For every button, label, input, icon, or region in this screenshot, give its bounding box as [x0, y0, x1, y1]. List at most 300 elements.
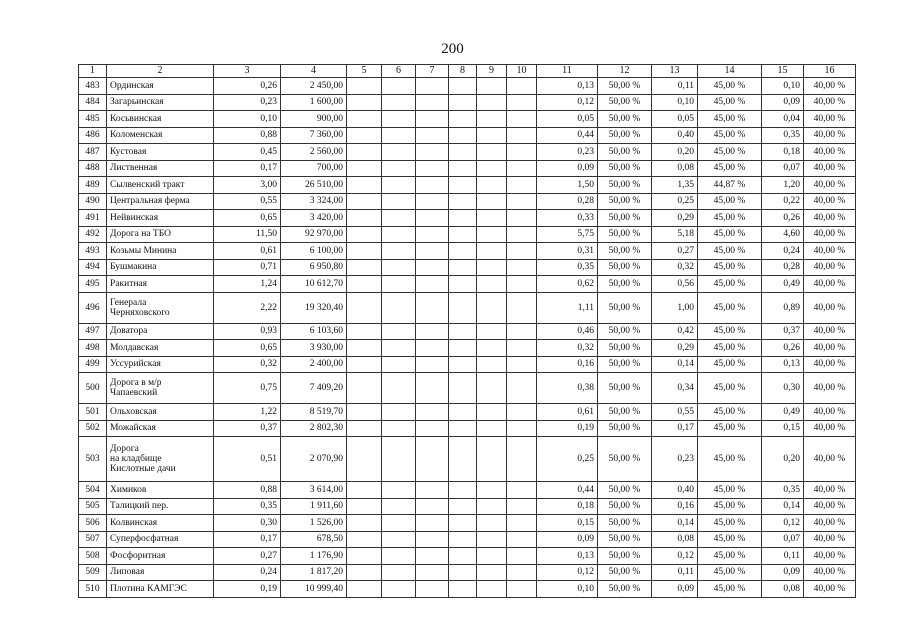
cell-c13: 0,29	[652, 340, 698, 357]
cell-empty	[449, 482, 477, 499]
cell-c12: 50,00 %	[598, 373, 652, 404]
cell-c15: 0,35	[762, 127, 804, 144]
cell-empty	[507, 111, 537, 128]
cell-c12: 50,00 %	[598, 515, 652, 532]
cell-no: 489	[79, 177, 107, 194]
cell-empty	[382, 210, 416, 227]
cell-name: Генерала Черняховского	[107, 292, 214, 323]
cell-c3: 0,88	[214, 482, 281, 499]
cell-empty	[347, 564, 382, 581]
cell-c14: 45,00 %	[698, 292, 762, 323]
cell-c4: 19 320,40	[281, 292, 347, 323]
cell-c11: 5,75	[537, 226, 598, 243]
cell-c12: 50,00 %	[598, 292, 652, 323]
cell-name: Молдавская	[107, 340, 214, 357]
cell-empty	[477, 531, 507, 548]
cell-c13: 0,05	[652, 111, 698, 128]
cell-name: Лиственная	[107, 160, 214, 177]
cell-c14: 45,00 %	[698, 276, 762, 293]
cell-c4: 7 409,20	[281, 373, 347, 404]
cell-empty	[416, 243, 449, 260]
cell-c14: 45,00 %	[698, 515, 762, 532]
cell-c13: 0,11	[652, 78, 698, 95]
cell-c3: 0,19	[214, 581, 281, 598]
cell-empty	[382, 515, 416, 532]
cell-empty	[382, 111, 416, 128]
table-row	[79, 94, 856, 111]
cell-empty	[477, 420, 507, 437]
cell-empty	[477, 340, 507, 357]
table-row	[79, 340, 856, 357]
cell-name: Колвинская	[107, 515, 214, 532]
cell-c12: 50,00 %	[598, 259, 652, 276]
cell-empty	[507, 482, 537, 499]
cell-c13: 0,56	[652, 276, 698, 293]
cell-empty	[347, 531, 382, 548]
cell-c16: 40,00 %	[804, 323, 856, 340]
table-row	[79, 581, 856, 598]
cell-empty	[416, 548, 449, 565]
cell-c15: 0,49	[762, 276, 804, 293]
cell-empty	[382, 144, 416, 161]
cell-c13: 1,00	[652, 292, 698, 323]
cell-c4: 1 176,90	[281, 548, 347, 565]
cell-c4: 6 103,60	[281, 323, 347, 340]
cell-c15: 0,08	[762, 581, 804, 598]
cell-no: 499	[79, 356, 107, 373]
cell-empty	[477, 548, 507, 565]
cell-empty	[382, 160, 416, 177]
column-header-10: 10	[507, 65, 537, 78]
cell-c14: 45,00 %	[698, 498, 762, 515]
cell-c11: 0,46	[537, 323, 598, 340]
cell-c11: 0,23	[537, 144, 598, 161]
cell-empty	[382, 323, 416, 340]
cell-c11: 0,05	[537, 111, 598, 128]
cell-c16: 40,00 %	[804, 276, 856, 293]
cell-empty	[416, 226, 449, 243]
cell-empty	[477, 193, 507, 210]
cell-empty	[477, 78, 507, 95]
cell-empty	[382, 340, 416, 357]
cell-empty	[416, 111, 449, 128]
cell-c4: 900,00	[281, 111, 347, 128]
cell-name: Ракитная	[107, 276, 214, 293]
cell-empty	[449, 292, 477, 323]
cell-c3: 0,35	[214, 498, 281, 515]
cell-empty	[507, 226, 537, 243]
cell-empty	[382, 531, 416, 548]
cell-c12: 50,00 %	[598, 78, 652, 95]
cell-name: Химиков	[107, 482, 214, 499]
cell-c14: 45,00 %	[698, 193, 762, 210]
cell-c15: 4,60	[762, 226, 804, 243]
cell-name: Ольховская	[107, 404, 214, 421]
cell-c3: 11,50	[214, 226, 281, 243]
cell-c15: 0,09	[762, 94, 804, 111]
cell-c12: 50,00 %	[598, 420, 652, 437]
cell-c11: 0,33	[537, 210, 598, 227]
cell-c11: 0,61	[537, 404, 598, 421]
table-row	[79, 437, 856, 482]
cell-c14: 45,00 %	[698, 78, 762, 95]
cell-c3: 0,75	[214, 373, 281, 404]
cell-c12: 50,00 %	[598, 94, 652, 111]
cell-c12: 50,00 %	[598, 340, 652, 357]
cell-c15: 0,35	[762, 482, 804, 499]
cell-c4: 10 612,70	[281, 276, 347, 293]
cell-c13: 0,20	[652, 144, 698, 161]
cell-c3: 1,22	[214, 404, 281, 421]
cell-c4: 700,00	[281, 160, 347, 177]
cell-c16: 40,00 %	[804, 78, 856, 95]
cell-c3: 2,22	[214, 292, 281, 323]
cell-no: 497	[79, 323, 107, 340]
cell-c13: 0,09	[652, 581, 698, 598]
cell-c11: 0,35	[537, 259, 598, 276]
cell-c14: 45,00 %	[698, 356, 762, 373]
cell-empty	[477, 323, 507, 340]
cell-c13: 0,29	[652, 210, 698, 227]
cell-empty	[449, 437, 477, 482]
cell-empty	[416, 515, 449, 532]
cell-c12: 50,00 %	[598, 226, 652, 243]
cell-name: Суперфосфатная	[107, 531, 214, 548]
cell-empty	[449, 259, 477, 276]
cell-c13: 0,42	[652, 323, 698, 340]
cell-c11: 0,12	[537, 564, 598, 581]
cell-empty	[449, 548, 477, 565]
cell-empty	[416, 564, 449, 581]
cell-no: 485	[79, 111, 107, 128]
cell-c3: 0,51	[214, 437, 281, 482]
cell-c16: 40,00 %	[804, 373, 856, 404]
cell-c12: 50,00 %	[598, 482, 652, 499]
cell-c16: 40,00 %	[804, 94, 856, 111]
table-row	[79, 127, 856, 144]
cell-empty	[347, 548, 382, 565]
cell-c4: 1 600,00	[281, 94, 347, 111]
table-row	[79, 356, 856, 373]
column-header-11: 11	[537, 65, 598, 78]
cell-empty	[416, 177, 449, 194]
cell-empty	[477, 210, 507, 227]
cell-empty	[477, 515, 507, 532]
cell-name: Коломенская	[107, 127, 214, 144]
cell-empty	[347, 437, 382, 482]
cell-c4: 7 360,00	[281, 127, 347, 144]
cell-c16: 40,00 %	[804, 564, 856, 581]
cell-c15: 1,20	[762, 177, 804, 194]
cell-c16: 40,00 %	[804, 193, 856, 210]
cell-empty	[416, 581, 449, 598]
cell-c3: 0,65	[214, 210, 281, 227]
cell-empty	[416, 373, 449, 404]
cell-no: 509	[79, 564, 107, 581]
cell-c4: 3 614,00	[281, 482, 347, 499]
cell-empty	[477, 111, 507, 128]
cell-empty	[477, 177, 507, 194]
cell-c16: 40,00 %	[804, 482, 856, 499]
cell-no: 504	[79, 482, 107, 499]
cell-c16: 40,00 %	[804, 177, 856, 194]
cell-c3: 0,26	[214, 78, 281, 95]
cell-empty	[347, 323, 382, 340]
cell-empty	[382, 373, 416, 404]
cell-c14: 45,00 %	[698, 226, 762, 243]
table-row	[79, 243, 856, 260]
table-row	[79, 482, 856, 499]
cell-empty	[347, 94, 382, 111]
column-header-12: 12	[598, 65, 652, 78]
cell-c14: 45,00 %	[698, 127, 762, 144]
cell-c16: 40,00 %	[804, 226, 856, 243]
column-header-3: 3	[214, 65, 281, 78]
cell-empty	[449, 356, 477, 373]
cell-c13: 0,11	[652, 564, 698, 581]
cell-c4: 2 560,00	[281, 144, 347, 161]
cell-c14: 45,00 %	[698, 373, 762, 404]
cell-empty	[382, 127, 416, 144]
cell-c13: 0,12	[652, 548, 698, 565]
cell-empty	[507, 127, 537, 144]
cell-name: Фосфоритная	[107, 548, 214, 565]
cell-name: Талицкий пер.	[107, 498, 214, 515]
table-row	[79, 160, 856, 177]
cell-c15: 0,15	[762, 420, 804, 437]
cell-c4: 3 324,00	[281, 193, 347, 210]
cell-empty	[347, 177, 382, 194]
header-row	[79, 65, 856, 78]
cell-empty	[382, 292, 416, 323]
cell-empty	[347, 78, 382, 95]
cell-no: 493	[79, 243, 107, 260]
cell-empty	[507, 340, 537, 357]
cell-empty	[477, 259, 507, 276]
cell-empty	[507, 160, 537, 177]
cell-empty	[347, 340, 382, 357]
cell-c14: 45,00 %	[698, 437, 762, 482]
cell-empty	[507, 564, 537, 581]
cell-empty	[347, 515, 382, 532]
cell-no: 490	[79, 193, 107, 210]
cell-c14: 45,00 %	[698, 323, 762, 340]
cell-no: 484	[79, 94, 107, 111]
cell-c13: 0,17	[652, 420, 698, 437]
cell-empty	[507, 515, 537, 532]
cell-c13: 0,23	[652, 437, 698, 482]
cell-empty	[477, 292, 507, 323]
cell-no: 487	[79, 144, 107, 161]
cell-empty	[507, 193, 537, 210]
cell-empty	[416, 356, 449, 373]
cell-no: 488	[79, 160, 107, 177]
cell-c3: 0,23	[214, 94, 281, 111]
cell-c3: 0,30	[214, 515, 281, 532]
cell-empty	[416, 193, 449, 210]
cell-empty	[449, 531, 477, 548]
cell-name: Бушмакина	[107, 259, 214, 276]
cell-c15: 0,30	[762, 373, 804, 404]
cell-c12: 50,00 %	[598, 177, 652, 194]
cell-c12: 50,00 %	[598, 111, 652, 128]
cell-empty	[449, 581, 477, 598]
table-row	[79, 515, 856, 532]
cell-c15: 0,10	[762, 78, 804, 95]
cell-empty	[416, 78, 449, 95]
cell-c11: 1,11	[537, 292, 598, 323]
cell-no: 507	[79, 531, 107, 548]
cell-no: 508	[79, 548, 107, 565]
cell-empty	[477, 127, 507, 144]
cell-name: Кустовая	[107, 144, 214, 161]
column-header-8: 8	[449, 65, 477, 78]
cell-empty	[449, 78, 477, 95]
cell-c11: 0,62	[537, 276, 598, 293]
cell-c4: 26 510,00	[281, 177, 347, 194]
cell-name: Сылвенский тракт	[107, 177, 214, 194]
cell-c16: 40,00 %	[804, 210, 856, 227]
cell-no: 506	[79, 515, 107, 532]
cell-c11: 0,32	[537, 340, 598, 357]
cell-c13: 0,27	[652, 243, 698, 260]
cell-c14: 45,00 %	[698, 144, 762, 161]
cell-empty	[382, 404, 416, 421]
cell-name: Косьвинская	[107, 111, 214, 128]
table-row	[79, 564, 856, 581]
cell-name: Плотина КАМГЭС	[107, 581, 214, 598]
table-row	[79, 193, 856, 210]
cell-empty	[449, 323, 477, 340]
cell-empty	[416, 420, 449, 437]
cell-c3: 0,27	[214, 548, 281, 565]
cell-c3: 0,61	[214, 243, 281, 260]
cell-c14: 45,00 %	[698, 420, 762, 437]
cell-empty	[507, 581, 537, 598]
cell-c3: 0,24	[214, 564, 281, 581]
cell-c12: 50,00 %	[598, 356, 652, 373]
page-number: 200	[441, 41, 464, 57]
cell-c14: 45,00 %	[698, 548, 762, 565]
cell-c15: 0,22	[762, 193, 804, 210]
column-header-4: 4	[281, 65, 347, 78]
cell-empty	[347, 581, 382, 598]
cell-empty	[382, 498, 416, 515]
cell-empty	[416, 292, 449, 323]
cell-c11: 0,44	[537, 127, 598, 144]
cell-empty	[382, 243, 416, 260]
cell-empty	[416, 404, 449, 421]
cell-name: Дорога на ТБО	[107, 226, 214, 243]
cell-c14: 45,00 %	[698, 482, 762, 499]
cell-no: 491	[79, 210, 107, 227]
cell-empty	[382, 78, 416, 95]
cell-c16: 40,00 %	[804, 111, 856, 128]
cell-empty	[449, 160, 477, 177]
cell-empty	[347, 210, 382, 227]
cell-empty	[449, 127, 477, 144]
table-row	[79, 177, 856, 194]
cell-empty	[382, 94, 416, 111]
cell-empty	[347, 292, 382, 323]
cell-empty	[477, 144, 507, 161]
cell-empty	[477, 404, 507, 421]
cell-empty	[416, 531, 449, 548]
cell-empty	[382, 420, 416, 437]
cell-c15: 0,26	[762, 210, 804, 227]
cell-c12: 50,00 %	[598, 160, 652, 177]
cell-empty	[477, 160, 507, 177]
cell-c12: 50,00 %	[598, 323, 652, 340]
cell-no: 500	[79, 373, 107, 404]
cell-empty	[347, 193, 382, 210]
cell-name: Уссурийская	[107, 356, 214, 373]
cell-empty	[507, 373, 537, 404]
cell-empty	[507, 144, 537, 161]
cell-empty	[382, 356, 416, 373]
cell-empty	[507, 404, 537, 421]
road-register-table	[78, 64, 856, 598]
cell-name: Доватора	[107, 323, 214, 340]
cell-c16: 40,00 %	[804, 420, 856, 437]
cell-empty	[449, 177, 477, 194]
column-header-6: 6	[382, 65, 416, 78]
table-row	[79, 276, 856, 293]
cell-no: 502	[79, 420, 107, 437]
cell-empty	[347, 482, 382, 499]
cell-c13: 0,55	[652, 404, 698, 421]
cell-c4: 3 420,00	[281, 210, 347, 227]
cell-c13: 0,40	[652, 127, 698, 144]
cell-c13: 0,14	[652, 356, 698, 373]
cell-empty	[347, 144, 382, 161]
cell-name: Можайская	[107, 420, 214, 437]
cell-empty	[449, 243, 477, 260]
cell-name: Нейвинская	[107, 210, 214, 227]
cell-c13: 0,32	[652, 259, 698, 276]
cell-c15: 0,18	[762, 144, 804, 161]
cell-c4: 678,50	[281, 531, 347, 548]
cell-empty	[347, 127, 382, 144]
cell-no: 498	[79, 340, 107, 357]
cell-empty	[416, 144, 449, 161]
cell-empty	[507, 259, 537, 276]
cell-empty	[477, 226, 507, 243]
cell-c3: 3,00	[214, 177, 281, 194]
table-row	[79, 78, 856, 95]
cell-c11: 0,31	[537, 243, 598, 260]
cell-empty	[416, 437, 449, 482]
cell-c4: 10 999,40	[281, 581, 347, 598]
cell-c16: 40,00 %	[804, 127, 856, 144]
cell-empty	[382, 564, 416, 581]
cell-name: Дорога в м/р Чапаевский	[107, 373, 214, 404]
column-header-5: 5	[347, 65, 382, 78]
cell-c12: 50,00 %	[598, 581, 652, 598]
cell-name: Козьмы Минина	[107, 243, 214, 260]
cell-c15: 0,37	[762, 323, 804, 340]
cell-c11: 0,09	[537, 531, 598, 548]
cell-empty	[449, 515, 477, 532]
cell-c11: 1,50	[537, 177, 598, 194]
column-header-7: 7	[416, 65, 449, 78]
cell-empty	[416, 276, 449, 293]
cell-c14: 45,00 %	[698, 94, 762, 111]
cell-empty	[449, 276, 477, 293]
cell-c15: 0,04	[762, 111, 804, 128]
column-header-2: 2	[107, 65, 214, 78]
cell-empty	[507, 78, 537, 95]
